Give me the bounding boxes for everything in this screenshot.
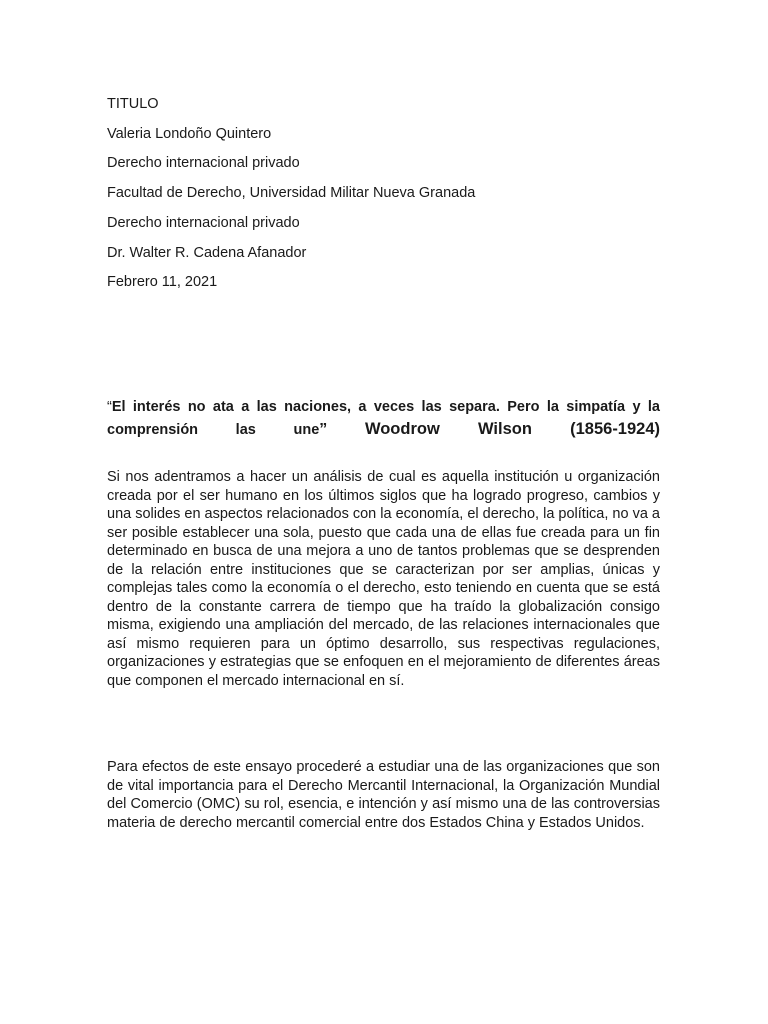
institution-name: Facultad de Derecho, Universidad Militar Nueva Granada bbox=[107, 185, 476, 202]
course-name-repeat: Derecho internacional privado bbox=[107, 214, 300, 231]
quote-close-mark: ” bbox=[319, 421, 328, 438]
professor-name: Dr. Walter R. Cadena Afanador bbox=[107, 244, 307, 261]
quote-author: Woodrow Wilson (1856-1924) bbox=[364, 420, 661, 438]
body-paragraph-2: Para efectos de este ensayo procederé a estudiar una de las organizaciones que son de vital importancia para el Derecho Mercantil Internacional, la Organización Mundial del Comercio (OMC) su rol, esencia, e intención y así mismo una de las controversias materia de derecho mercantil comercial entre dos Estados China y Estados Unidos. bbox=[107, 759, 660, 831]
title-page-block bbox=[107, 90, 667, 298]
document-date: Febrero 11, 2021 bbox=[107, 274, 218, 291]
quote-open-mark: “ bbox=[107, 399, 112, 415]
body-paragraph-1: Si nos adentramos a hacer un análisis de cual es aquella institución u organización creada por el ser humano en los últimos siglos que ha logrado progreso, cambios y una solides en aspectos relacionados con la economía, el derecho, la política, no va a ser posible establecer una sola, puesto que cada una de ellas fue creada para un fin determinado en busca de una mejora a uno de tantos problemas que se desprenden de la relación entre instituciones que se caracterizan por ser amplias, únicas y complejas tales como la economía o el derecho, esto teniendo en cuenta que se está dentro de la constante carrera de tiempo que ha traído la globalización consigo misma, exigiendo una ampliación del mercado, de las relaciones internacionales que así mismo requieren para un óptimo desarrollo, sus respectivas regulaciones, organizaciones y estrategias que se enfoquen en el mejoramiento de diferentes áreas que componen el mercado internacional en sí. bbox=[107, 469, 660, 689]
course-name: Derecho internacional privado bbox=[107, 155, 300, 172]
author-name: Valeria Londoño Quintero bbox=[107, 125, 272, 142]
epigraph-quote bbox=[107, 396, 660, 441]
document-title: TITULO bbox=[107, 96, 159, 112]
quote-text: El interés no ata a las naciones, a veces las separa. Pero la simpatía y la comprensión las une bbox=[107, 399, 660, 438]
